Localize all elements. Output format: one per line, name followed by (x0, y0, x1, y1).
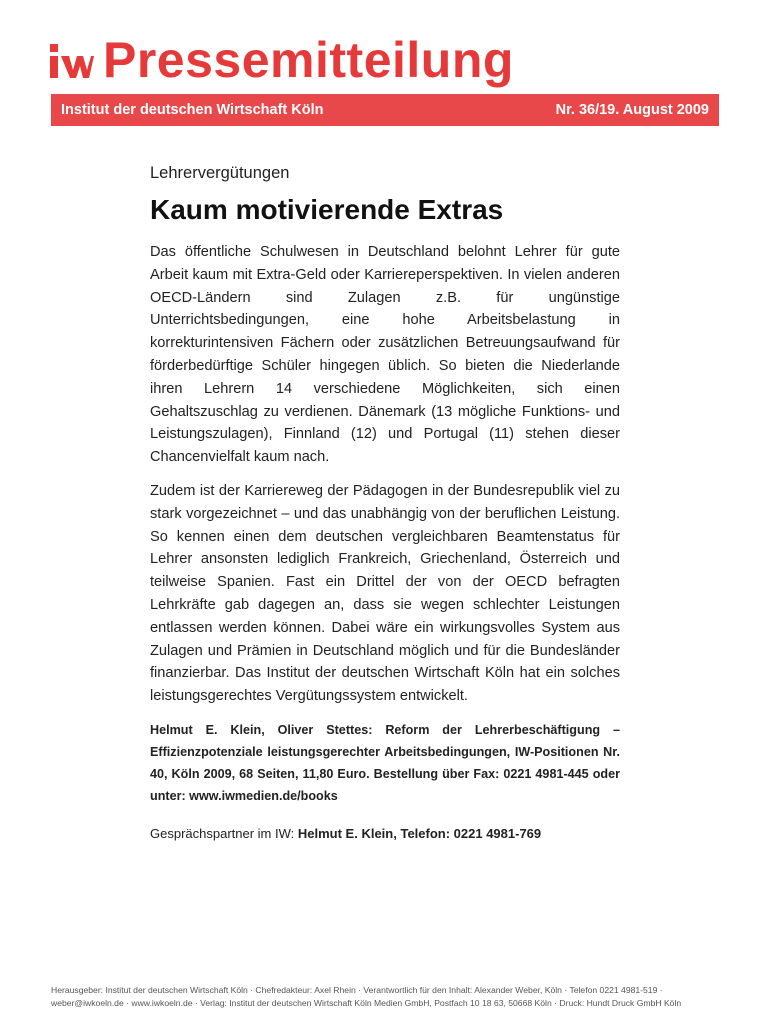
iw-logo (50, 38, 94, 82)
contact-person: Helmut E. Klein, Telefon: 0221 4981-769 (297, 825, 542, 841)
paragraph: Zudem ist der Karriereweg der Pädagogen in der Bundesrepublik viel zu stark vorgezeichnet – und das unabhängig von der beruflichen Leistung. So kennen einen dem deutschen vergleichbaren Beamtenstatus für Lehrer ansonsten lediglich Frankreich, Griechenland, Österreich und teilweise Spanien. Fast ein Drittel der von der OECD befragten Lehrkräfte gab dagegen an, dass sie wegen schlechter Leistungen entlassen werden können. Dabei wäre ein wirkungsvolles System aus Zulagen und Prämien in Deutschland möglich und für die Bundesländer finanzierbar. Das Institut der deutschen Wirtschaft Köln hat ein solches leistungsgerechtes Vergütungssystem entwickelt. (150, 482, 620, 705)
contact-line (150, 823, 620, 846)
article-kicker: Lehrervergütungen (150, 164, 290, 182)
institute-name: Institut der deutschen Wirtschaft Köln (61, 102, 324, 118)
document-type-title: Pressemitteilung (103, 32, 514, 88)
article-headline: Kaum motivierende Extras (150, 194, 504, 225)
imprint-line-1: Herausgeber: Institut der deutschen Wirtschaft Köln · Chefredakteur: Axel Rhein · Verantwortlich für den Inhalt: Alexander Weber, Köln · Telefon 0221 4981-519 · (51, 985, 663, 995)
issue-number-date: Nr. 36/19. August 2009 (555, 102, 709, 118)
imprint-footer (51, 984, 719, 1010)
article-body (150, 241, 620, 857)
contact-label: Gesprächspartner im IW: (150, 825, 295, 841)
imprint-line-2: weber@iwkoeln.de · www.iwkoeln.de · Verlag: Institut der deutschen Wirtschaft Köln Medien GmbH, Postfach 10 18 63, 50668 Köln · Druck: Hundt Druck GmbH Köln (51, 998, 682, 1008)
header-bar (51, 94, 719, 126)
publication-reference: Helmut E. Klein, Oliver Stettes: Reform der Lehrerbeschäftigung – Effizienzpotenziale leistungsgerechter Arbeitsbedingungen, IW-Positionen Nr. 40, Köln 2009, 68 Seiten, 11,80 Euro. Bestellung über Fax: 0221 4981-445 oder unter: www.iwmedien.de/books (150, 722, 620, 803)
paragraph: Das öffentliche Schulwesen in Deutschland belohnt Lehrer für gute Arbeit kaum mit Extra-Geld oder Karriereperspektiven. In vielen anderen OECD-Ländern sind Zulagen z.B. für ungünstige Unterrichtsbedingungen, eine hohe Arbeitsbelastung in korrekturintensiven Fächern oder zusätzlichen Betreuungsaufwand für förderbedürftige Schüler hingegen üblich. So bieten die Niederlande ihren Lehrern 14 verschiedene Möglichkeiten, sich einen Gehaltszuschlag zu verdienen. Dänemark (13 mögliche Funktions- und Leistungszulagen), Finnland (12) und Portugal (11) stehen dieser Chancenvielfalt kaum nach. (150, 244, 620, 466)
